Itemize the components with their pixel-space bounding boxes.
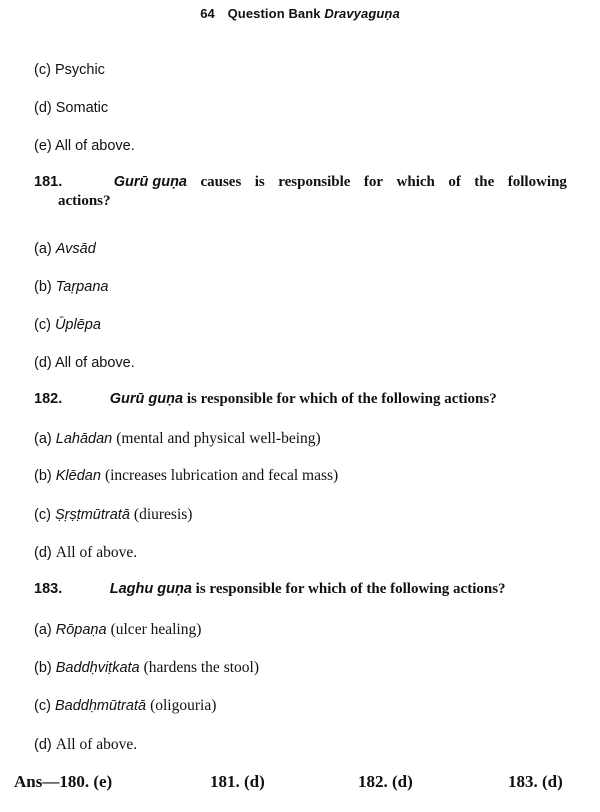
option-label: (c) xyxy=(34,698,51,714)
option-term: Baddḥmūtratā xyxy=(54,698,147,714)
answer-183: 183. (d) xyxy=(508,772,563,791)
option-gloss: (mental and physical well-being) xyxy=(116,430,321,447)
option-gloss: (increases lubrication and fecal mass) xyxy=(104,467,339,484)
question-word: the xyxy=(474,174,495,190)
question-term: Laghu guṇa xyxy=(109,581,192,597)
option-180-e xyxy=(34,138,135,154)
answer-182: 182. (d) xyxy=(358,772,413,791)
question-number: 182. xyxy=(34,391,63,407)
option-label: (d) xyxy=(34,355,52,371)
question-word: is xyxy=(254,174,265,190)
answer-181: 181. (d) xyxy=(210,772,265,791)
question-term: Gurū guṇa xyxy=(113,174,187,190)
option-term: Baddḥviṭkata xyxy=(55,660,140,676)
option-183-d xyxy=(34,736,137,754)
option-180-d xyxy=(34,100,108,116)
option-183-c xyxy=(34,697,216,715)
question-text: is responsible for which of the following actions? xyxy=(186,391,497,407)
option-label: (b) xyxy=(34,279,52,295)
option-181-c xyxy=(34,317,101,333)
book-title-italic: Dravyaguṇa xyxy=(324,6,400,21)
option-text: Psychic xyxy=(54,62,105,78)
option-label: (a) xyxy=(34,241,52,257)
option-label: (b) xyxy=(34,660,52,676)
question-word: following xyxy=(507,174,567,190)
option-text: All of above. xyxy=(55,544,138,561)
question-word: of xyxy=(448,174,461,190)
option-term: Taṛpana xyxy=(55,279,109,295)
option-gloss: (hardens the stool) xyxy=(143,659,259,676)
book-title: Question Bank xyxy=(227,6,321,21)
option-183-b xyxy=(34,659,259,677)
question-181 xyxy=(34,174,567,210)
page-number: 64 xyxy=(200,6,215,21)
option-182-b xyxy=(34,467,338,485)
question-term: Gurū guṇa xyxy=(109,391,184,407)
option-label: (e) xyxy=(34,138,52,154)
option-term: Lahādan xyxy=(55,431,113,447)
option-label: (c) xyxy=(34,507,51,523)
option-180-c xyxy=(34,62,105,78)
option-gloss: (ulcer healing) xyxy=(110,621,202,638)
question-word: responsible xyxy=(278,174,351,190)
option-181-a xyxy=(34,241,96,257)
option-182-c xyxy=(34,506,192,524)
question-word: causes xyxy=(200,174,242,190)
option-text: All of above. xyxy=(55,736,138,753)
question-183 xyxy=(34,581,567,598)
option-text: All of above. xyxy=(54,355,135,371)
option-term: Ṣṛṣṭmūtratā xyxy=(54,507,130,523)
option-label: (a) xyxy=(34,431,52,447)
option-183-a xyxy=(34,621,201,639)
option-label: (b) xyxy=(34,468,52,484)
option-gloss: (oligouria) xyxy=(150,697,217,714)
option-text: Somatic xyxy=(55,100,109,116)
option-label: (c) xyxy=(34,317,51,333)
question-182 xyxy=(34,391,567,408)
option-label: (c) xyxy=(34,62,51,78)
answer-180: Ans—180. (e) xyxy=(14,772,113,791)
question-word: for xyxy=(363,174,384,190)
option-label: (a) xyxy=(34,622,52,638)
question-number: 183. xyxy=(34,581,63,597)
option-term: Ūplēpa xyxy=(54,317,101,333)
option-182-d xyxy=(34,544,137,562)
question-text-continuation: actions? xyxy=(58,193,111,209)
option-term: Rōpaṇa xyxy=(55,622,107,638)
question-word: which xyxy=(396,174,435,190)
option-181-b xyxy=(34,279,108,295)
option-181-d xyxy=(34,355,135,371)
option-label: (d) xyxy=(34,545,52,561)
question-text: is responsible for which of the following actions? xyxy=(195,581,506,597)
question-number: 181. xyxy=(34,174,63,190)
option-gloss: (diuresis) xyxy=(133,506,193,523)
option-term: Klēdan xyxy=(55,468,101,484)
option-term: Avsād xyxy=(55,241,96,257)
option-label: (d) xyxy=(34,100,52,116)
page-header xyxy=(0,6,600,21)
option-182-a xyxy=(34,430,321,448)
option-label: (d) xyxy=(34,737,52,753)
option-text: All of above. xyxy=(54,138,135,154)
